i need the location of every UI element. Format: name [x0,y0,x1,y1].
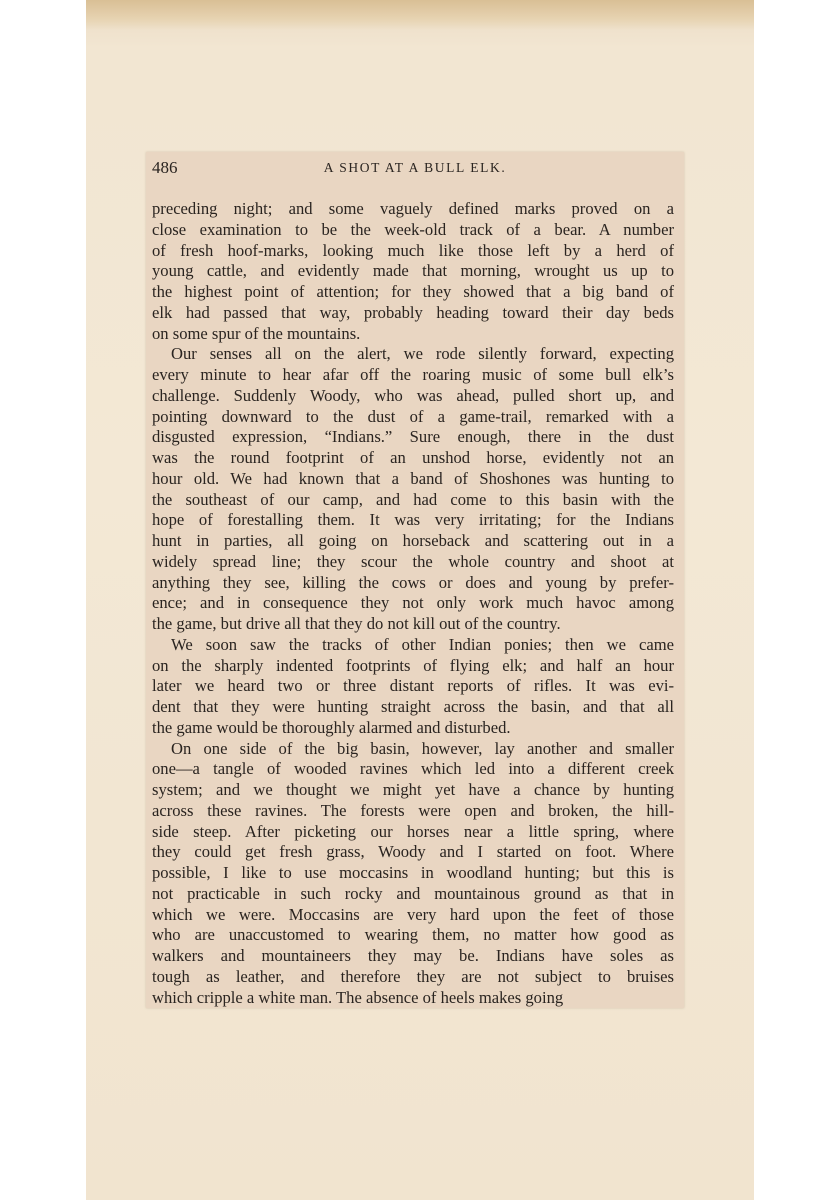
text-line: on some spur of the mountains. [152,323,361,343]
paragraph [152,199,674,344]
text-line: which cripple a white man. The absence of heels makes going [152,987,564,1007]
text-line: of fresh hoof-marks, looking much like those left by a herd of [152,240,674,260]
text-line: ence; and in consequence they not only work much havoc among [152,593,674,613]
paragraph [152,739,674,1009]
page-number: 486 [152,158,178,177]
text-line: later we heard two or three distant reports of rifles. It was evi- [152,676,674,696]
text-line: dent that they were hunting straight across the basin, and that all [152,697,674,716]
text-line: hour old. We had known that a band of Shoshones was hunting to [152,468,674,488]
text-line: which we were. Moccasins are very hard upon the feet of those [152,904,674,924]
text-line: who are unaccustomed to wearing them, no matter how good as [152,925,674,945]
text-line: not practicable in such rocky and mountainous ground as that in [152,883,674,903]
paragraph [152,635,674,739]
text-line: they could get fresh grass, Woody and I started on foot. Where [152,842,674,862]
running-title: A SHOT AT A BULL ELK. [323,160,507,175]
text-line: challenge. Suddenly Woody, who was ahead, pulled short up, and [152,385,674,405]
paragraph [152,344,674,635]
text-line: across these ravines. The forests were open and broken, the hill- [152,800,674,820]
text-line: pointing downward to the dust of a game-trail, remarked with a [152,406,674,426]
text-line: We soon saw the tracks of other Indian ponies; then we came [171,634,674,654]
paper-top-edge [86,0,754,30]
text-line: disgusted expression, “Indians.” Sure enough, there in the dust [152,427,674,447]
text-line: the game, but drive all that they do not kill out of the country. [152,614,561,633]
text-line: On one side of the big basin, however, lay another and smaller [171,738,674,758]
text-line: walkers and mountaineers they may be. Indians have soles as [152,946,674,965]
text-line: every minute to hear afar off the roaring music of some bull elk’s [152,365,674,384]
text-line: hope of forestalling them. It was very irritating; for the Indians [152,510,674,530]
text-line: one—a tangle of wooded ravines which led into a different creek [152,759,674,779]
text-line: widely spread line; they scour the whole country and shoot at [152,551,674,571]
text-line: system; and we thought we might yet have a chance by hunting [152,780,674,799]
text-line: young cattle, and evidently made that morning, wrought us up to [152,261,674,281]
text-line: tough as leather, and therefore they are not subject to bruises [152,966,674,986]
text-line: possible, I like to use moccasins in woodland hunting; but this is [152,863,674,882]
text-line: preceding night; and some vaguely defined marks proved on a [152,199,674,218]
text-line: the game would be thoroughly alarmed and disturbed. [152,717,511,737]
text-line: on the sharply indented footprints of flying elk; and half an hour [152,655,674,675]
text-line: elk had passed that way, probably heading toward their day beds [152,302,674,322]
text-line: Our senses all on the alert, we rode silently forward, expecting [171,344,674,364]
text-line: was the round footprint of an unshod horse, evidently not an [152,448,674,467]
text-line: the southeast of our camp, and had come to this basin with the [152,489,674,509]
running-head [152,158,678,182]
text-line: side steep. After picketing our horses near a little spring, where [152,821,674,841]
body-text [152,199,674,1008]
text-line: close examination to be the week-old track of a bear. A number [152,219,674,239]
text-line: anything they see, killing the cows or does and young by prefer- [152,572,674,592]
text-line: the highest point of attention; for they showed that a big band of [152,282,674,301]
text-line: hunt in parties, all going on horseback and scattering out in a [152,531,674,550]
